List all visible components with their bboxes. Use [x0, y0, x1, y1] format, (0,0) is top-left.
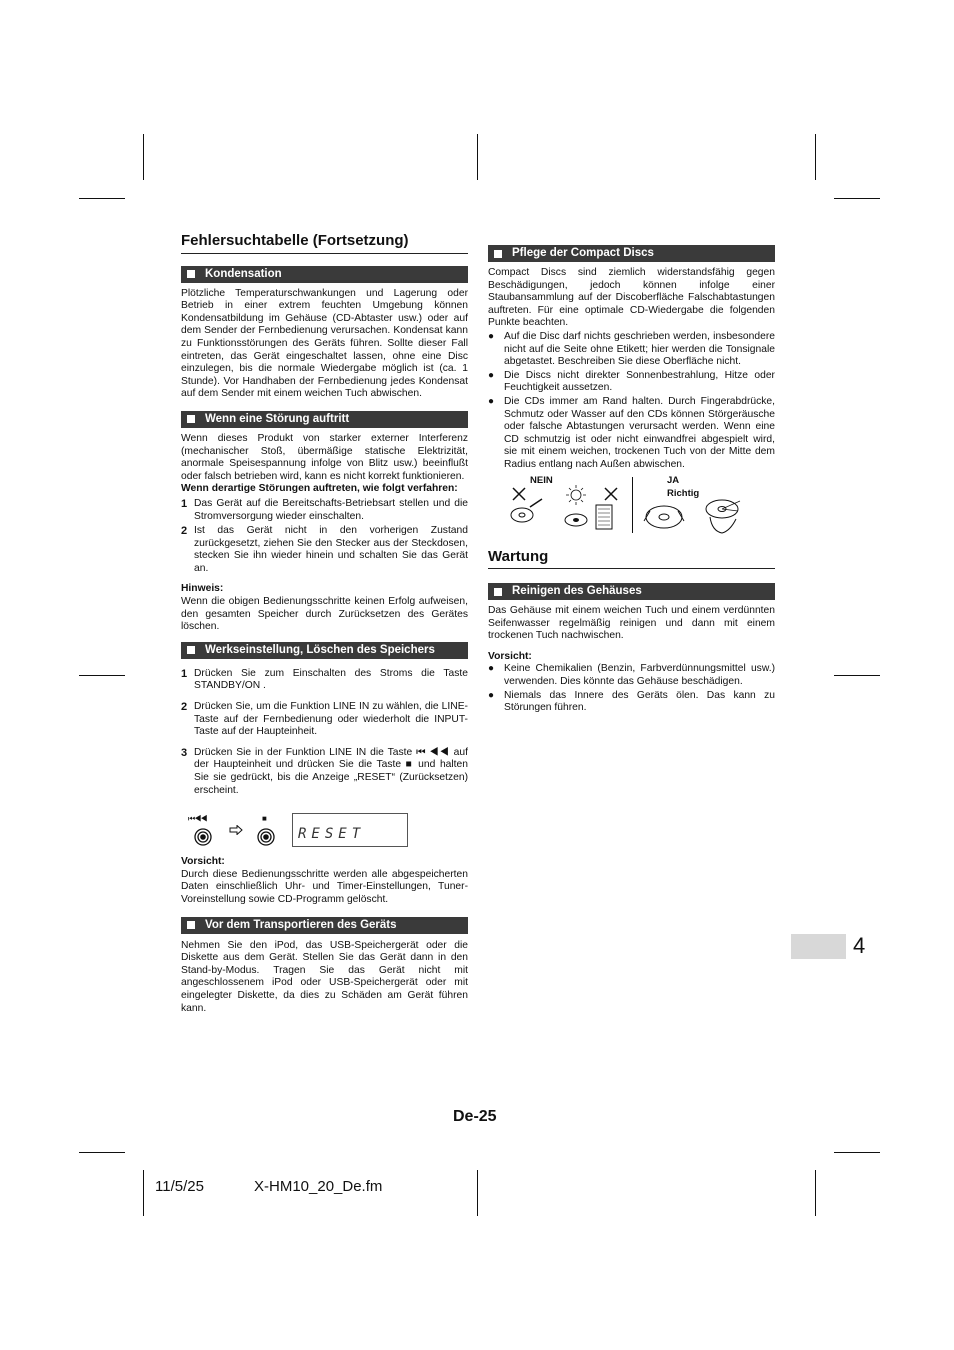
right-column — [488, 245, 775, 715]
kondensation-text: Plötzliche Temperaturschwankungen und Lagerung oder Betrieb in einer extrem feuchten Umgebung können Kondensatbildung im Gehäuse (CD-Abtaster usw.) oder auf dem Sender der Fernbedienung verursachen. Kondensat kann zu Funktionsstörungen des Geräts führen. Sollte dieser Fall eintreten, das Gerät eingeschaltet lassen, ohne eine Disc einzulegen, bis die normale Wiedergabe möglich ist (ca. 1 Stunde). Vor Handhaben der Fernbedienung jedes Kondensat auf dem Sender mit einem weichen Tuch abwischen. — [181, 287, 468, 400]
disc-care-illustration — [488, 475, 775, 537]
crop-mark — [143, 1170, 144, 1216]
square-bullet-icon — [187, 921, 195, 929]
crop-mark — [815, 1170, 816, 1216]
crop-mark — [79, 675, 125, 676]
caution-text: Durch diese Bedienungsschritte werden alle abgespeicherten Daten einschließlich Uhr- und Timer-Einstellungen, Tuner-Voreinstellung sowie CD-Programm gelöscht. — [181, 868, 468, 905]
crop-mark — [477, 134, 478, 180]
crop-mark — [79, 1152, 125, 1153]
wrong-handling-icon — [508, 485, 628, 535]
lcd-display-text: RESET — [298, 826, 366, 843]
crop-mark — [79, 198, 125, 199]
crop-mark — [834, 675, 880, 676]
page-number: De-25 — [453, 1108, 497, 1125]
footer-file: X-HM10_20_De.fm — [254, 1178, 383, 1195]
label-yes: JA — [667, 474, 680, 486]
stop-button-icon — [257, 828, 275, 846]
stoerung-bold-text: Wenn derartige Störungen auftreten, wie folgt verfahren: — [181, 483, 458, 495]
pflege-heading: Pflege der Compact Discs — [488, 245, 775, 262]
transport-text: Nehmen Sie den iPod, das USB-Speichergerät oder die Diskette aus dem Gerät. Stellen Sie das Gerät dann in den Stand-by-Modus. Tragen Sie das Gerät nicht mit angeschlossenem iPod oder USB-Speichergerät oder mit eingelegter Diskette, da dies zu Schäden am Gerät führen kann. — [181, 939, 468, 1014]
list-item: 1 Drücken Sie zum Einschalten des Stroms die Taste STANDBY/ON . — [181, 667, 468, 692]
left-column — [181, 232, 468, 1015]
skip-back-button-icon — [194, 828, 212, 846]
stoerung-text: Wenn dieses Produkt von starker externer Interferenz (mechanischer Stoß, übermäßige statische Elektrizität, anormale Speisespannung infolge von Blitz usw.) beeinflußt oder falsch betrieben wird, kann es nicht korrekt funktionieren. — [181, 432, 468, 482]
skip-back-button-label: ⏮◀◀ — [188, 814, 207, 824]
square-bullet-icon — [494, 250, 502, 258]
list-item: 2 Ist das Gerät nicht in den vorherigen Zustand zurückgesetzt, ziehen Sie den Stecker aus der Steckdosen, stecken Sie ihn wieder hinein und schalten Sie das Gerät an. — [181, 525, 468, 574]
crop-mark — [815, 134, 816, 180]
list-item: ● Keine Chemikalien (Benzin, Farbverdünnungsmittel usw.) verwenden. Dies könnte das Gehäuse beschädigen. — [488, 663, 775, 688]
list-item: ● Die CDs immer am Rand halten. Durch Fingerabdrücke, Schmutz oder Wasser auf den CDs können Störgeräusche oder falsche Abtastungen verursacht werden. Wenn eine CD schmutzig ist oder nicht einwandfrei abgespielt wird, sie mit einem weichen, trockenen Tuch von der Mitte dem Radius entlang nach Außen abwischen. — [488, 395, 775, 470]
arrow-right-icon — [229, 825, 243, 835]
label-no: NEIN — [530, 474, 553, 486]
square-bullet-icon — [187, 415, 195, 423]
square-bullet-icon — [187, 270, 195, 278]
bullet-icon: ● — [488, 369, 495, 381]
wartung-title: Wartung — [488, 551, 775, 570]
correct-handling-icon — [640, 497, 750, 537]
hint-label: Hinweis: — [181, 583, 224, 595]
crop-mark — [834, 1152, 880, 1153]
reinigen-text: Das Gehäuse mit einem weichen Tuch und einem verdünnten Seifenwasser regelmäßig reinigen und dann mit einem trockenen Tuch nachwischen. — [488, 605, 775, 642]
caution-label: Vorsicht: — [181, 856, 225, 868]
page-tab — [791, 934, 846, 959]
crop-mark — [834, 198, 880, 199]
bullet-icon: ● — [488, 663, 495, 675]
bullet-icon: ● — [488, 689, 495, 701]
divider — [632, 477, 633, 533]
lcd-display — [292, 813, 408, 847]
list-item: 3 Drücken Sie in der Funktion LINE IN die Taste ⏮ ◀◀ auf der Haupteinheit und drücken Sie die Taste ■ und halten Sie sie gedrückt, bis die Anzeige „RESET“ (Zurücksetzen) erscheint. — [181, 746, 468, 796]
list-item: ● Auf die Disc darf nichts geschrieben werden, insbesondere nicht auf die Seite ohne Etikett; hier werden die Tonsignale abgetastet. Beschreiben Sie diese Oberfläche nicht. — [488, 330, 775, 368]
bullet-icon: ● — [488, 395, 495, 407]
footer-date: 11/5/25 — [155, 1178, 204, 1195]
list-item: ● Niemals das Innere des Geräts ölen. Das kann zu Störungen führen. — [488, 689, 775, 714]
kondensation-heading: Kondensation — [181, 266, 468, 283]
stop-button-label: ■ — [262, 814, 267, 824]
pflege-text: Compact Discs sind ziemlich widerstandsfähig gegen Beschädigungen, jedoch können infolge einer Staubansammlung auf der Discoberfläche Falschabtastungen auftreten. Für eine optimale CD-Wiedergabe die folgenden Punkte beachten. — [488, 267, 775, 329]
hint-text: Wenn die obigen Bedienungsschritte keinen Erfolg aufweisen, den gesamten Speicher durch Zurücksetzen des Gerätes löschen. — [181, 596, 468, 633]
label-right: Richtig — [667, 487, 700, 499]
crop-mark — [477, 1170, 478, 1216]
bullet-icon: ● — [488, 330, 495, 342]
list-item: 2 Drücken Sie, um die Funktion LINE IN zu wählen, die LINE-Taste auf der Fernbedienung oder wiederholt die INPUT-Taste auf der Haupteinheit. — [181, 701, 468, 738]
reset-diagram — [181, 813, 468, 855]
crop-mark — [143, 134, 144, 180]
list-item: ● Die Discs nicht direkter Sonnenbestrahlung, Hitze oder Feuchtigkeit aussetzen. — [488, 369, 775, 394]
werkseinstellung-heading: Werkseinstellung, Löschen des Speichers — [181, 642, 468, 659]
reinigen-heading: Reinigen des Gehäuses — [488, 583, 775, 600]
transport-heading: Vor dem Transportieren des Geräts — [181, 917, 468, 934]
page-tab-number: 4 — [853, 933, 866, 958]
caution-label: Vorsicht: — [488, 650, 532, 662]
square-bullet-icon — [494, 588, 502, 596]
square-bullet-icon — [187, 646, 195, 654]
stoerung-heading: Wenn eine Störung auftritt — [181, 411, 468, 428]
section-title: Fehlersuchtabelle (Fortsetzung) — [181, 235, 468, 254]
list-item: 1 Das Gerät auf die Bereitschafts-Betriebsart stellen und die Stromversorgung wieder einschalten. — [181, 497, 468, 522]
